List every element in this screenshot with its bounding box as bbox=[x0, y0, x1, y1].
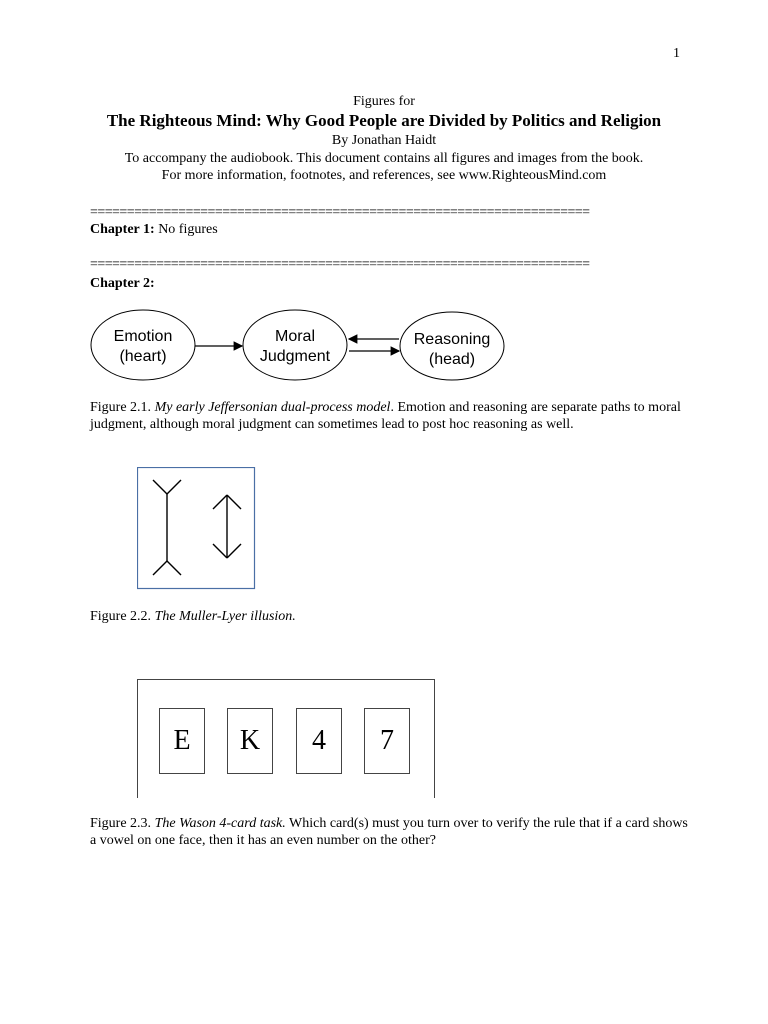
moral-label: Moral bbox=[274, 328, 316, 345]
figure-2-2-muller-lyer bbox=[137, 467, 257, 591]
figure-2-1-caption bbox=[90, 399, 690, 433]
figure-2-3-caption bbox=[90, 815, 690, 849]
chapter1-label: Chapter 1: bbox=[90, 222, 155, 237]
reasoning-label: Reasoning bbox=[413, 331, 491, 348]
separator-line: ==================================================================== bbox=[90, 205, 590, 220]
emotion-node bbox=[91, 310, 195, 380]
head-label: (head) bbox=[428, 351, 476, 368]
line-with-fins-out bbox=[153, 480, 181, 575]
chapter1-text: No figures bbox=[154, 222, 218, 237]
caption-rest: Which card(s) must you turn over to verify the rule that if a card shows a vowel on one face, then it has an even number on the other? bbox=[90, 816, 688, 848]
document-note-line2: For more information, footnotes, and references, see www.RighteousMind.com bbox=[161, 168, 607, 183]
document-author: By Jonathan Haidt bbox=[331, 133, 437, 148]
caption-italic: The Wason 4-card task. bbox=[154, 816, 286, 831]
document-title: The Righteous Mind: Why Good People are Divided by Politics and Religion bbox=[106, 111, 662, 130]
card-k: K bbox=[227, 708, 273, 774]
card-7: 7 bbox=[364, 708, 410, 774]
caption-italic: My early Jeffersonian dual-process model bbox=[154, 400, 391, 415]
document-note-line1: To accompany the audiobook. This document contains all figures and images from the book. bbox=[124, 151, 644, 166]
chapter2-label: Chapter 2: bbox=[90, 276, 155, 291]
caption-prefix: Figure 2.3. bbox=[90, 816, 155, 831]
emotion-sublabel: (heart) bbox=[119, 348, 167, 365]
caption-prefix: Figure 2.1. bbox=[90, 400, 155, 415]
emotion-label: Emotion bbox=[113, 328, 173, 345]
figure-2-1-diagram bbox=[0, 0, 768, 400]
judgment-label: Judgment bbox=[259, 348, 331, 365]
card-e: E bbox=[159, 708, 205, 774]
card-4: 4 bbox=[296, 708, 342, 774]
moral-judgment-node bbox=[243, 310, 347, 380]
caption-prefix: Figure 2.2. bbox=[90, 609, 155, 624]
line-with-fins-in bbox=[213, 495, 241, 558]
caption-rest: . Emotion and reasoning are separate paths to moral judgment, although moral judgment can sometimes lead to post hoc reasoning as well. bbox=[90, 400, 681, 432]
separator-line: ==================================================================== bbox=[90, 257, 590, 272]
header-intro: Figures for bbox=[353, 94, 415, 109]
figure-frame bbox=[138, 468, 255, 589]
caption-italic: The Muller-Lyer illusion. bbox=[154, 609, 296, 624]
figure-2-2-caption bbox=[90, 608, 690, 625]
page-number: 1 bbox=[673, 46, 680, 61]
